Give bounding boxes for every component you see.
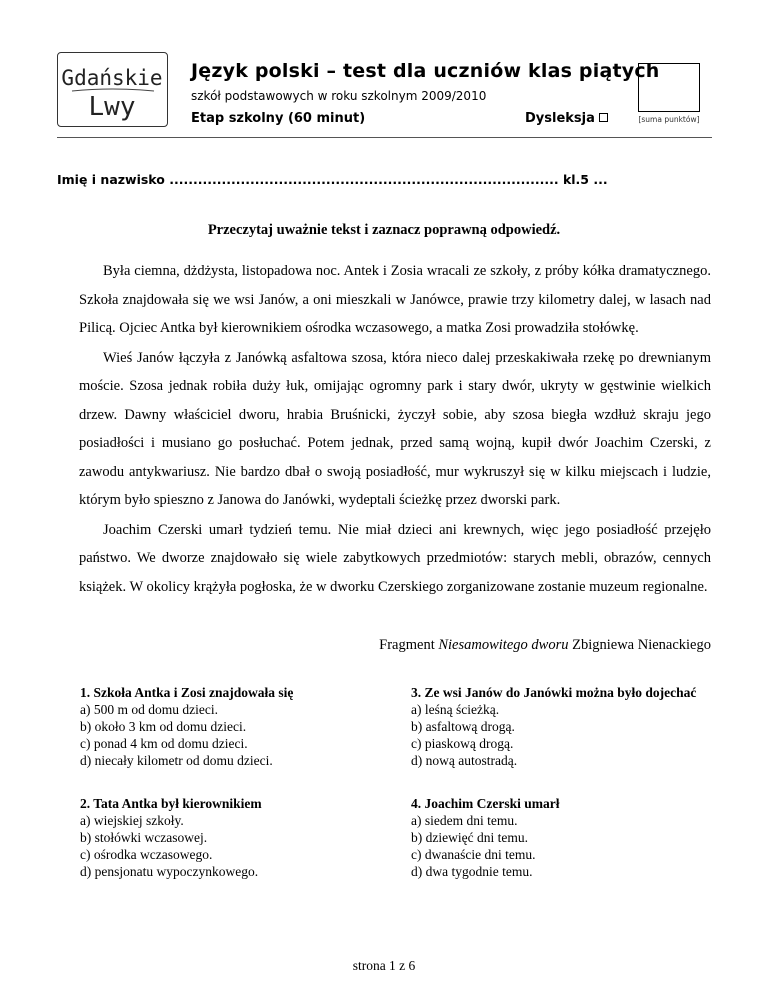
logo [57,52,168,127]
answer-option[interactable]: b) dziewięć dni temu. [411,830,528,845]
reading-text [79,257,711,601]
test-title: Język polski – test dla uczniów klas piątych [191,60,660,82]
answer-option[interactable]: c) dwanaście dni temu. [411,847,536,862]
dyslexia-checkbox[interactable] [599,113,608,122]
instruction: Przeczytaj uważnie tekst i zaznacz poprawną odpowiedź. [207,222,561,238]
question-3 [411,684,711,769]
answer-option[interactable]: d) pensjonatu wypoczynkowego. [80,864,259,879]
question-4 [411,795,711,880]
book-title: Niesamowitego dworu [438,637,569,653]
test-subtitle: szkół podstawowych w roku szkolnym 2009/2010 [191,89,487,103]
answer-option[interactable]: c) piaskową drogą. [411,736,514,751]
answer-option[interactable]: a) 500 m od domu dzieci. [80,702,218,717]
paragraph: Była ciemna, dżdżysta, listopadowa noc. Antek i Zosia wracali ze szkoły, z próby kółka dramatycznego. Szkoła znajdowała się we wsi Janów, a oni mieszkali w Janówce, prawie trzy kilometry dalej, w lasach nad Pilicą. Ojciec Antka był kierownikiem ośrodka wczasowego, a matka Zosi prowadziła stołówkę. [79,263,711,336]
question-1 [80,684,380,769]
test-stage: Etap szkolny (60 minut) [191,111,366,126]
question-title: 1. Szkoła Antka i Zosi znajdowała się [80,685,294,700]
answer-option[interactable]: d) niecały kilometr od domu dzieci. [80,753,273,768]
answer-option[interactable]: b) około 3 km od domu dzieci. [80,719,247,734]
dyslexia-label: Dysleksja [525,111,595,126]
answer-option[interactable]: a) wiejskiej szkoły. [80,813,184,828]
answer-option[interactable]: d) dwa tygodnie temu. [411,864,533,879]
question-2 [80,795,380,880]
header-divider [57,137,712,138]
paragraph: Wieś Janów łączyła z Janówką asfaltowa szosa, która nieco dalej przeskakiwała rzekę po drewnianym moście. Szosa jednak robiła duży łuk, omijając ogromny park i stary dwór, ukryty w gęstwinie wielkich drzew. Dawny właściciel dworu, hrabia Bruśnicki, życzył sobie, aby szosa biegła wzdłuż skraju jego posiadłości i musiano go posłuchać. Potem jednak, przed samą wojną, kupił dwór Joachim Czerski, z zawodu antykwariusz. Nie bardzo dbał o swoją posiadłość, mur wykruszył się w kilku miejscach i ludzie, którym było spieszno z Janowa do Janówki, wydeptali ścieżkę przez dworski park. [79,349,711,508]
answer-option[interactable]: d) nową autostradą. [411,753,518,768]
answer-option[interactable]: a) leśną ścieżką. [411,702,500,717]
score-box[interactable] [638,63,700,112]
answer-option[interactable]: a) siedem dni temu. [411,813,518,828]
question-title: 2. Tata Antka był kierownikiem [80,796,262,811]
name-field[interactable]: Imię i nazwisko .................................................................................. kl.5 ... [57,172,608,187]
question-title: 3. Ze wsi Janów do Janówki można było dojechać [411,685,697,700]
answer-option[interactable]: b) asfaltową drogą. [411,719,515,734]
logo-line2: Lwy [88,92,136,122]
answer-option[interactable]: c) ośrodka wczasowego. [80,847,213,862]
answer-option[interactable]: b) stołówki wczasowej. [80,830,208,845]
dyslexia-field [525,111,608,126]
page-number: strona 1 z 6 [352,958,416,973]
question-title: 4. Joachim Czerski umarł [411,796,560,811]
text-source: Fragment Niesamowitego dworu Zbigniewa Nienackiego [379,637,711,653]
paragraph: Joachim Czerski umarł tydzień temu. Nie miał dzieci ani krewnych, więc jego posiadłość przejęło państwo. We dworze znajdowało się wiele zabytkowych przedmiotów: starych mebli, obrazów, cennych książek. W okolicy krążyła pogłoska, że w dworku Czerskiego zorganizowane zostanie muzeum regionalne. [79,521,711,595]
answer-option[interactable]: c) ponad 4 km od domu dzieci. [80,736,248,751]
score-label: [suma punktów] [638,115,700,124]
logo-graphic [58,53,166,125]
logo-line1: Gdańskie [61,66,163,90]
